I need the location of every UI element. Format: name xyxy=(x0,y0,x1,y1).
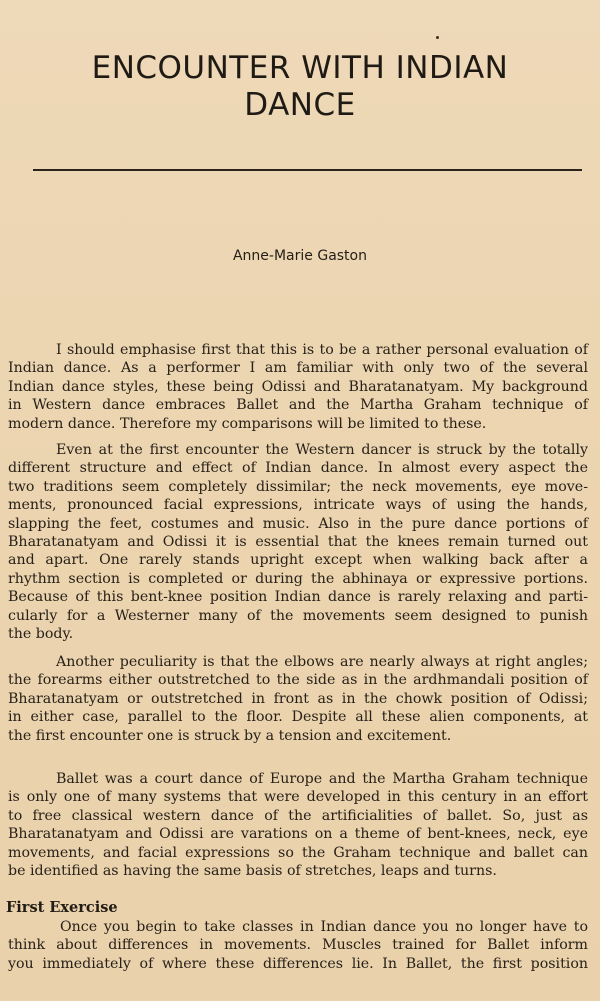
paragraph-2 xyxy=(8,441,588,643)
paragraph-line: Another peculiarity is that the elbows are nearly always at right angles; xyxy=(56,654,588,670)
paragraph-line: ments, pronounced facial expressions, intricate ways of using the hands, xyxy=(8,497,588,514)
paragraph-line: Even at the first encounter the Western dancer is struck by the totally xyxy=(56,442,588,458)
paragraph-line: Bharatanatyam and Odissi it is essential that the knees remain turned out xyxy=(8,534,588,551)
paragraph-line: is only one of many systems that were developed in this century in an effort xyxy=(8,789,588,806)
paragraph-line: Ballet was a court dance of Europe and the Martha Graham technique xyxy=(56,771,588,787)
paragraph-line: modern dance. Therefore my comparisons will be limited to these. xyxy=(8,415,487,432)
paragraph-line: think about differences in movements. Muscles trained for Ballet inform xyxy=(8,937,588,954)
paragraph-line: to free classical western dance of the artificialities of ballet. So, just as xyxy=(8,807,588,824)
article-title xyxy=(20,50,580,124)
title-rule xyxy=(33,169,582,171)
paragraph-1 xyxy=(8,341,588,433)
paragraph-line: Because of this bent-knee position Indian dance is rarely relaxing and parti- xyxy=(8,589,588,606)
paragraph-line: Bharatanatyam or outstretched in front as in the chowk position of Odissi; xyxy=(8,690,588,707)
paragraph-line: the body. xyxy=(8,626,74,643)
section-heading: First Exercise xyxy=(6,899,118,916)
paragraph-line: you immediately of where these differences lie. In Ballet, the first position xyxy=(8,955,588,972)
section-paragraph xyxy=(8,918,588,973)
paragraph-line: Bharatanatyam and Odissi are varations on a theme of bent-knees, neck, eye xyxy=(8,826,588,843)
ink-speck xyxy=(436,36,439,39)
paragraph-line: the first encounter one is struck by a tension and excitement. xyxy=(8,727,452,744)
paragraph-line: be identified as having the same basis of stretches, leaps and turns. xyxy=(8,863,497,880)
paragraph-line: in Western dance embraces Ballet and the Martha Graham technique of xyxy=(8,397,588,414)
paragraph-line: Indian dance styles, these being Odissi and Bharatanatyam. My background xyxy=(8,378,588,395)
paragraph-line: movements, and facial expressions so the Graham technique and ballet can xyxy=(8,844,588,861)
paragraph-line: cularly for a Westerner many of the movements seem designed to punish xyxy=(8,607,588,624)
paragraph-4 xyxy=(8,770,588,880)
paragraph-line: I should emphasise first that this is to be a rather personal evaluation of xyxy=(56,342,588,358)
paragraph-line: and apart. One rarely stands upright except when walking back after a xyxy=(8,552,588,569)
paragraph-line: different structure and effect of Indian dance. In almost every aspect the xyxy=(8,460,588,477)
paragraph-line: two traditions seem completely dissimilar; the neck movements, eye move- xyxy=(8,478,588,495)
paragraph-3 xyxy=(8,653,588,745)
paragraph-line: in either case, parallel to the floor. Despite all these alien components, at xyxy=(8,709,588,726)
title-line-1: ENCOUNTER WITH INDIAN xyxy=(91,50,509,86)
title-line-2: DANCE xyxy=(244,87,356,123)
paragraph-line: the forearms either outstretched to the side as in the ardhmandali position of xyxy=(8,672,588,689)
paragraph-line: Indian dance. As a performer I am familiar with only two of the several xyxy=(8,360,588,377)
paragraph-line: slapping the feet, costumes and music. Also in the pure dance portions of xyxy=(8,515,588,532)
paragraph-line: Once you begin to take classes in Indian dance you no longer have to xyxy=(60,919,588,935)
author-name: Anne-Marie Gaston xyxy=(232,248,367,264)
paragraph-line: rhythm section is completed or during the abhinaya or expressive portions. xyxy=(8,570,588,587)
